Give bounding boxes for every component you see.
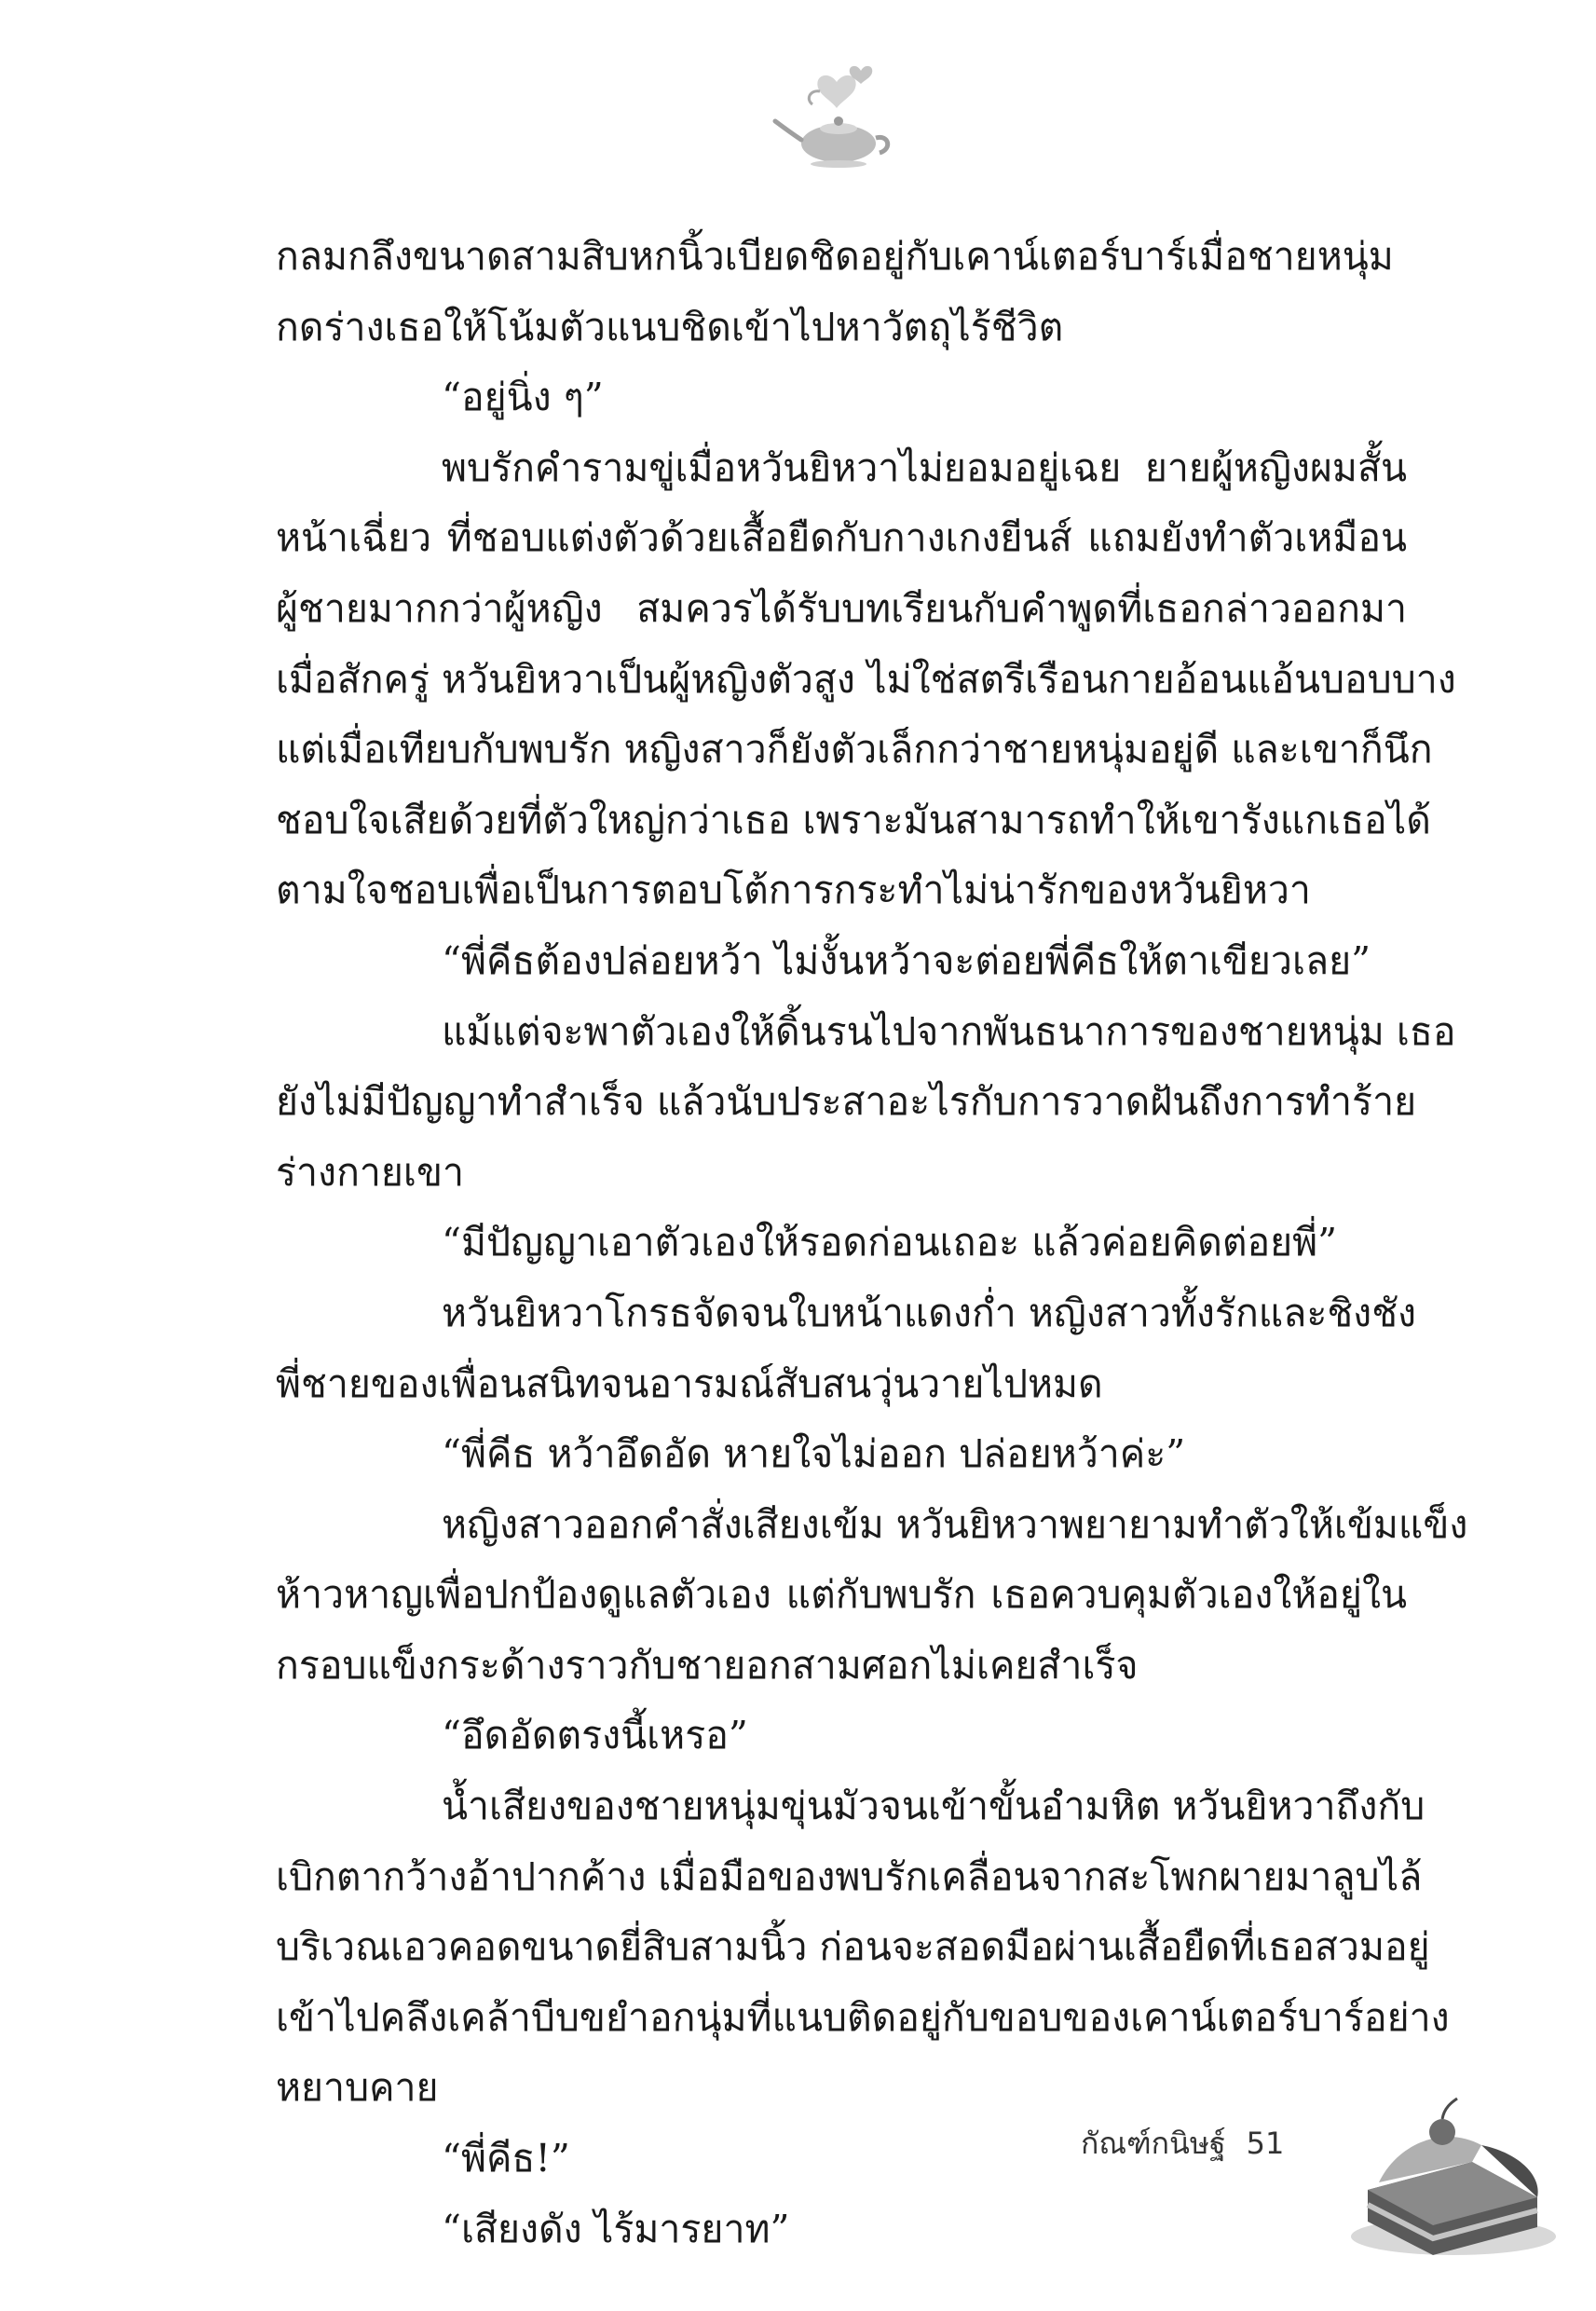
text-line: ชอบใจเสียด้วยที่ตัวใหญ่กว่าเธอ เพราะมันสามารถทำให้เขารังแกเธอได้ xyxy=(276,797,1431,842)
text-line: “อึดอัดตรงนี้เหรอ” xyxy=(442,1713,748,1758)
text-line: พี่ชายของเพื่อนสนิทจนอารมณ์สับสนวุ่นวายไปหมด xyxy=(276,1361,1103,1406)
text-line: เข้าไปคลึงเคล้าบีบขยำอกนุ่มที่แนบติดอยู่กับขอบของเคาน์เตอร์บาร์อย่าง xyxy=(276,1994,1450,2040)
body-text xyxy=(276,222,1468,2264)
author-name: กัณฑ์กนิษฐ์ xyxy=(1081,2126,1226,2161)
page-number: 51 xyxy=(1246,2126,1285,2161)
teapot-hearts-icon xyxy=(764,54,913,175)
text-line: “พี่คีธ!” xyxy=(442,2136,570,2181)
text-line: ห้าวหาญเพื่อปกป้องดูแลตัวเอง แต่กับพบรัก เธอควบคุมตัวเองให้อยู่ใน xyxy=(276,1572,1407,1618)
text-line: เบิกตากว้างอ้าปากค้าง เมื่อมือของพบรักเคลื่อนจากสะโพกผายมาลูบไล้ xyxy=(276,1853,1423,1899)
text-line: ตามใจชอบเพื่อเป็นการตอบโต้การกระทำไม่น่ารักของหวันยิหวา xyxy=(276,868,1311,913)
text-line: กดร่างเธอให้โน้มตัวแนบชิดเข้าไปหาวัตถุไร้ชีวิต xyxy=(276,304,1064,349)
text-line: ผู้ชายมากกว่าผู้หญิง สมควรได้รับบทเรียนกับคำพูดที่เธอกล่าวออกมา xyxy=(276,585,1407,631)
text-line: แต่เมื่อเทียบกับพบรัก หญิงสาวก็ยังตัวเล็กกว่าชายหนุ่มอยู่ดี และเขาก็นึก xyxy=(276,727,1433,773)
text-line: น้ำเสียงของชายหนุ่มขุ่นมัวจนเข้าขั้นอำมหิต หวันยิหวาถึงกับ xyxy=(442,1784,1425,1829)
text-line: “เสียงดัง ไร้มารยาท” xyxy=(442,2206,790,2251)
cake-slice-icon xyxy=(1342,2078,1565,2264)
text-line: บริเวณเอวคอดขนาดยี่สิบสามนิ้ว ก่อนจะสอดมือผ่านเสื้อยืดที่เธอสวมอยู่ xyxy=(276,1924,1430,1970)
text-line: แม้แต่จะพาตัวเองให้ดิ้นรนไปจากพันธนาการของชายหนุ่ม เธอ xyxy=(442,1008,1456,1054)
text-line: “พี่คีธ หว้าอึดอัด หายใจไม่ออก ปล่อยหว้าค่ะ” xyxy=(442,1431,1186,1477)
text-line: เมื่อสักครู่ หวันยิหวาเป็นผู้หญิงตัวสูง ไม่ใช่สตรีเรือนกายอ้อนแอ้นบอบบาง xyxy=(276,656,1456,702)
text-line: หญิงสาวออกคำสั่งเสียงเข้ม หวันยิหวาพยายามทำตัวให้เข้มแข็ง xyxy=(442,1501,1468,1547)
text-line: “อยู่นิ่ง ๆ” xyxy=(442,375,604,420)
text-line: หยาบคาย xyxy=(276,2065,439,2111)
text-line: ยังไม่มีปัญญาทำสำเร็จ แล้วนับประสาอะไรกับการวาดฝันถึงการทำร้าย xyxy=(276,1079,1417,1125)
text-line: หวันยิหวาโกรธจัดจนใบหน้าแดงก่ำ หญิงสาวทั้งรักและชิงชัง xyxy=(442,1290,1417,1335)
text-line: หน้าเฉี่ยว ที่ชอบแต่งตัวด้วยเสื้อยืดกับกางเกงยีนส์ แถมยังทำตัวเหมือน xyxy=(276,515,1407,561)
text-line: “มีปัญญาเอาตัวเองให้รอดก่อนเถอะ แล้วค่อยคิดต่อยพี่” xyxy=(442,1220,1338,1265)
text-line: กลมกลึงขนาดสามสิบหกนิ้วเบียดชิดอยู่กับเคาน์เตอร์บาร์เมื่อชายหนุ่ม xyxy=(276,234,1394,279)
text-line: กรอบแข็งกระด้างราวกับชายอกสามศอกไม่เคยสำเร็จ xyxy=(276,1642,1139,1688)
text-line: “พี่คีธต้องปล่อยหว้า ไม่งั้นหว้าจะต่อยพี่คีธให้ตาเขียวเลย” xyxy=(442,937,1371,983)
text-line: ร่างกายเขา xyxy=(276,1149,464,1195)
page-footer xyxy=(1081,2120,1284,2167)
text-line: พบรักคำรามขู่เมื่อหวันยิหวาไม่ยอมอยู่เฉย ยายผู้หญิงผมสั้น xyxy=(442,444,1407,490)
